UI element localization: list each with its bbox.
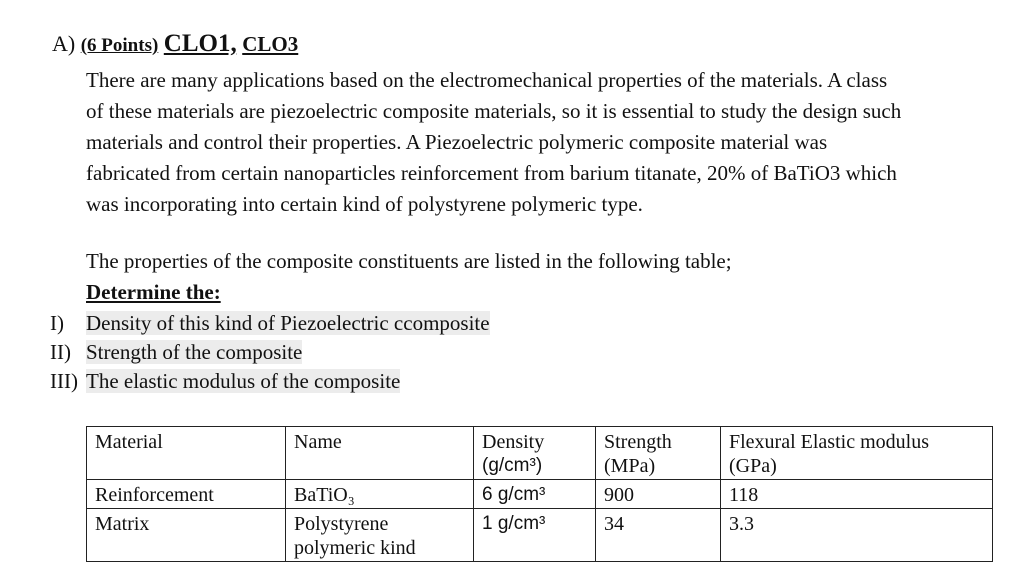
paragraph-line: There are many applications based on the electromechanical properties of the materials. A class xyxy=(86,68,888,92)
points-label: (6 Points) xyxy=(80,35,159,56)
task-number: III) xyxy=(50,369,78,393)
task-text: Strength of the composite xyxy=(86,340,303,364)
cell-name-line: Polystyrene xyxy=(294,513,389,535)
task-number: I) xyxy=(50,311,64,335)
paragraph-line: was incorporating into certain kind of polystyrene polymeric type. xyxy=(86,192,643,216)
cell-name xyxy=(286,509,474,562)
determine-heading: Determine the: xyxy=(86,280,221,304)
cell-name: BaTiO₃ xyxy=(286,480,474,509)
table-row xyxy=(87,480,993,509)
cell-strength: 34 xyxy=(596,509,721,562)
clo3-label: CLO3 xyxy=(242,32,299,56)
header-modulus-unit: (GPa) xyxy=(729,455,777,477)
cell-modulus: 118 xyxy=(721,480,993,509)
header-strength xyxy=(596,427,721,480)
header-name: Name xyxy=(286,427,474,480)
task-text: Density of this kind of Piezoelectric ccomposite xyxy=(86,311,490,335)
task-item xyxy=(50,369,400,394)
header-density-unit: (g/cm³) xyxy=(482,455,543,476)
cell-material: Reinforcement xyxy=(87,480,286,509)
task-text: The elastic modulus of the composite xyxy=(86,369,401,393)
table-header-row xyxy=(87,427,993,480)
cell-modulus: 3.3 xyxy=(721,509,993,562)
cell-name-line: polymeric kind xyxy=(294,537,416,559)
cell-material: Matrix xyxy=(87,509,286,562)
header-density xyxy=(474,427,596,480)
clo1-label: CLO1, xyxy=(163,30,237,57)
task-number: II) xyxy=(50,340,71,364)
table-intro: The properties of the composite constituents are listed in the following table; xyxy=(86,249,732,273)
question-letter: A) xyxy=(52,31,76,56)
paragraph-line: materials and control their properties. A Piezoelectric polymeric composite material was xyxy=(86,130,828,154)
header-strength-unit: (MPa) xyxy=(604,455,656,477)
task-item xyxy=(50,340,302,365)
table-row xyxy=(87,509,993,562)
question-paragraph xyxy=(86,65,1006,220)
cell-density: 1 g/cm³ xyxy=(474,509,596,562)
header-material: Material xyxy=(87,427,286,480)
cell-density: 6 g/cm³ xyxy=(474,480,596,509)
question-heading xyxy=(52,30,298,58)
header-density-label: Density xyxy=(482,431,545,453)
header-strength-label: Strength xyxy=(604,431,672,453)
header-modulus xyxy=(721,427,993,480)
paragraph-line: fabricated from certain nanoparticles reinforcement from barium titanate, 20% of BaTiO3 which xyxy=(86,161,897,185)
paragraph-line: of these materials are piezoelectric composite materials, so it is essential to study the design such xyxy=(86,99,902,123)
properties-table xyxy=(86,426,993,562)
cell-strength: 900 xyxy=(596,480,721,509)
task-item xyxy=(50,311,490,336)
header-modulus-label: Flexural Elastic modulus xyxy=(729,431,929,453)
